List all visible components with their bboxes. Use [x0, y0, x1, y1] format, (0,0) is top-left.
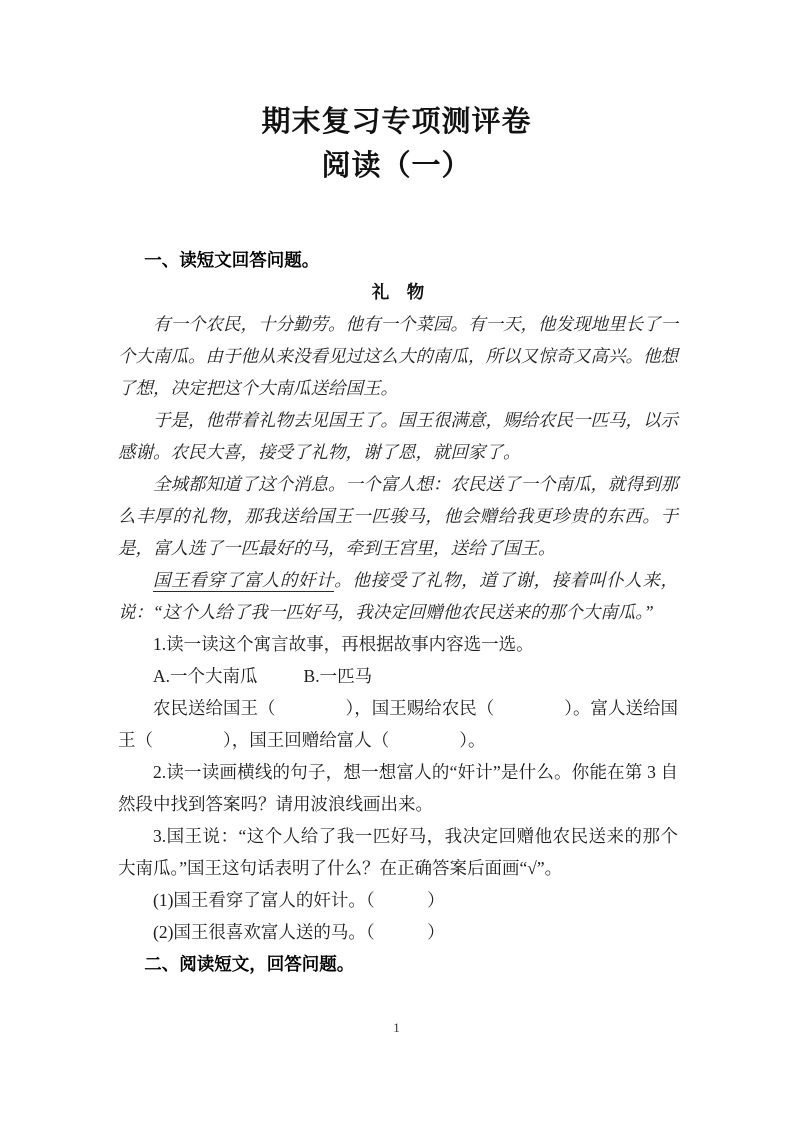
question-3-text: 3.国王说：“这个人给了我一匹好马，我决定回赠他农民送来的那个大南瓜。”国王这句话表明了什么？在正确答案后面画“√”。: [118, 826, 678, 878]
passage-paragraph-1: 有一个农民，十分勤劳。他有一个菜园。有一天，他发现地里长了一个大南瓜。由于他从来没看见过这么大的南瓜，所以又惊奇又高兴。他想了想，决定把这个大南瓜送给国王。: [118, 314, 678, 398]
underlined-sentence: 国王看穿了富人的奸计: [153, 570, 335, 590]
question-1-text: 1.读一读这个寓言故事，再根据故事内容选一选。: [153, 634, 534, 654]
question-1-option-b: B.一匹马: [303, 666, 373, 686]
question-1-option-a: A.一个大南瓜: [153, 666, 258, 686]
question-1-fill-blanks: 农民送给国王（ ），国王赐给农民（ ）。富人送给国王（ ），国王回赠给富人（ ）。: [118, 698, 678, 750]
passage-paragraph-3: 全城都知道了这个消息。一个富人想：农民送了一个南瓜，就得到那么丰厚的礼物，那我送给国王一匹骏马，他会赠给我更珍贵的东西。于是，富人选了一匹最好的马，牵到王宫里，送给了国王。: [118, 474, 678, 558]
question-1-options: [118, 660, 678, 692]
passage-paragraph-2: 于是，他带着礼物去见国王了。国王很满意，赐给农民一匹马，以示感谢。农民大喜，接受了礼物，谢了恩，就回家了。: [118, 410, 678, 462]
question-2-text: 2.读一读画横线的句子，想一想富人的“奸计”是什么。你能在第 3 自然段中找到答案吗？请用波浪线画出来。: [118, 762, 678, 814]
document-body: [118, 244, 678, 980]
section-one-heading: 一、读短文回答问题。: [144, 250, 320, 270]
document-title-line2: 阅读（一）: [321, 150, 472, 182]
passage-title: 礼 物: [371, 282, 425, 302]
page-footer: [0, 1020, 793, 1036]
paragraph-4-rest: 。他接受了礼物，道了谢，接着叫仆人来，说：“这个人给了我一匹好马，我决定回赠他农民送来的那个大南瓜。”: [118, 570, 678, 622]
question-3-sub-2: (2)国王很喜欢富人送的马。（ ）: [153, 922, 445, 942]
passage-paragraph-4: [118, 564, 678, 628]
page-number: 1: [393, 1020, 400, 1035]
document-title-line1: 期末复习专项测评卷: [261, 106, 532, 138]
document-header: [0, 100, 793, 188]
question-3-sub-1: (1)国王看穿了富人的奸计。（ ）: [153, 890, 445, 910]
section-two-heading: 二、阅读短文，回答问题。: [144, 954, 355, 974]
